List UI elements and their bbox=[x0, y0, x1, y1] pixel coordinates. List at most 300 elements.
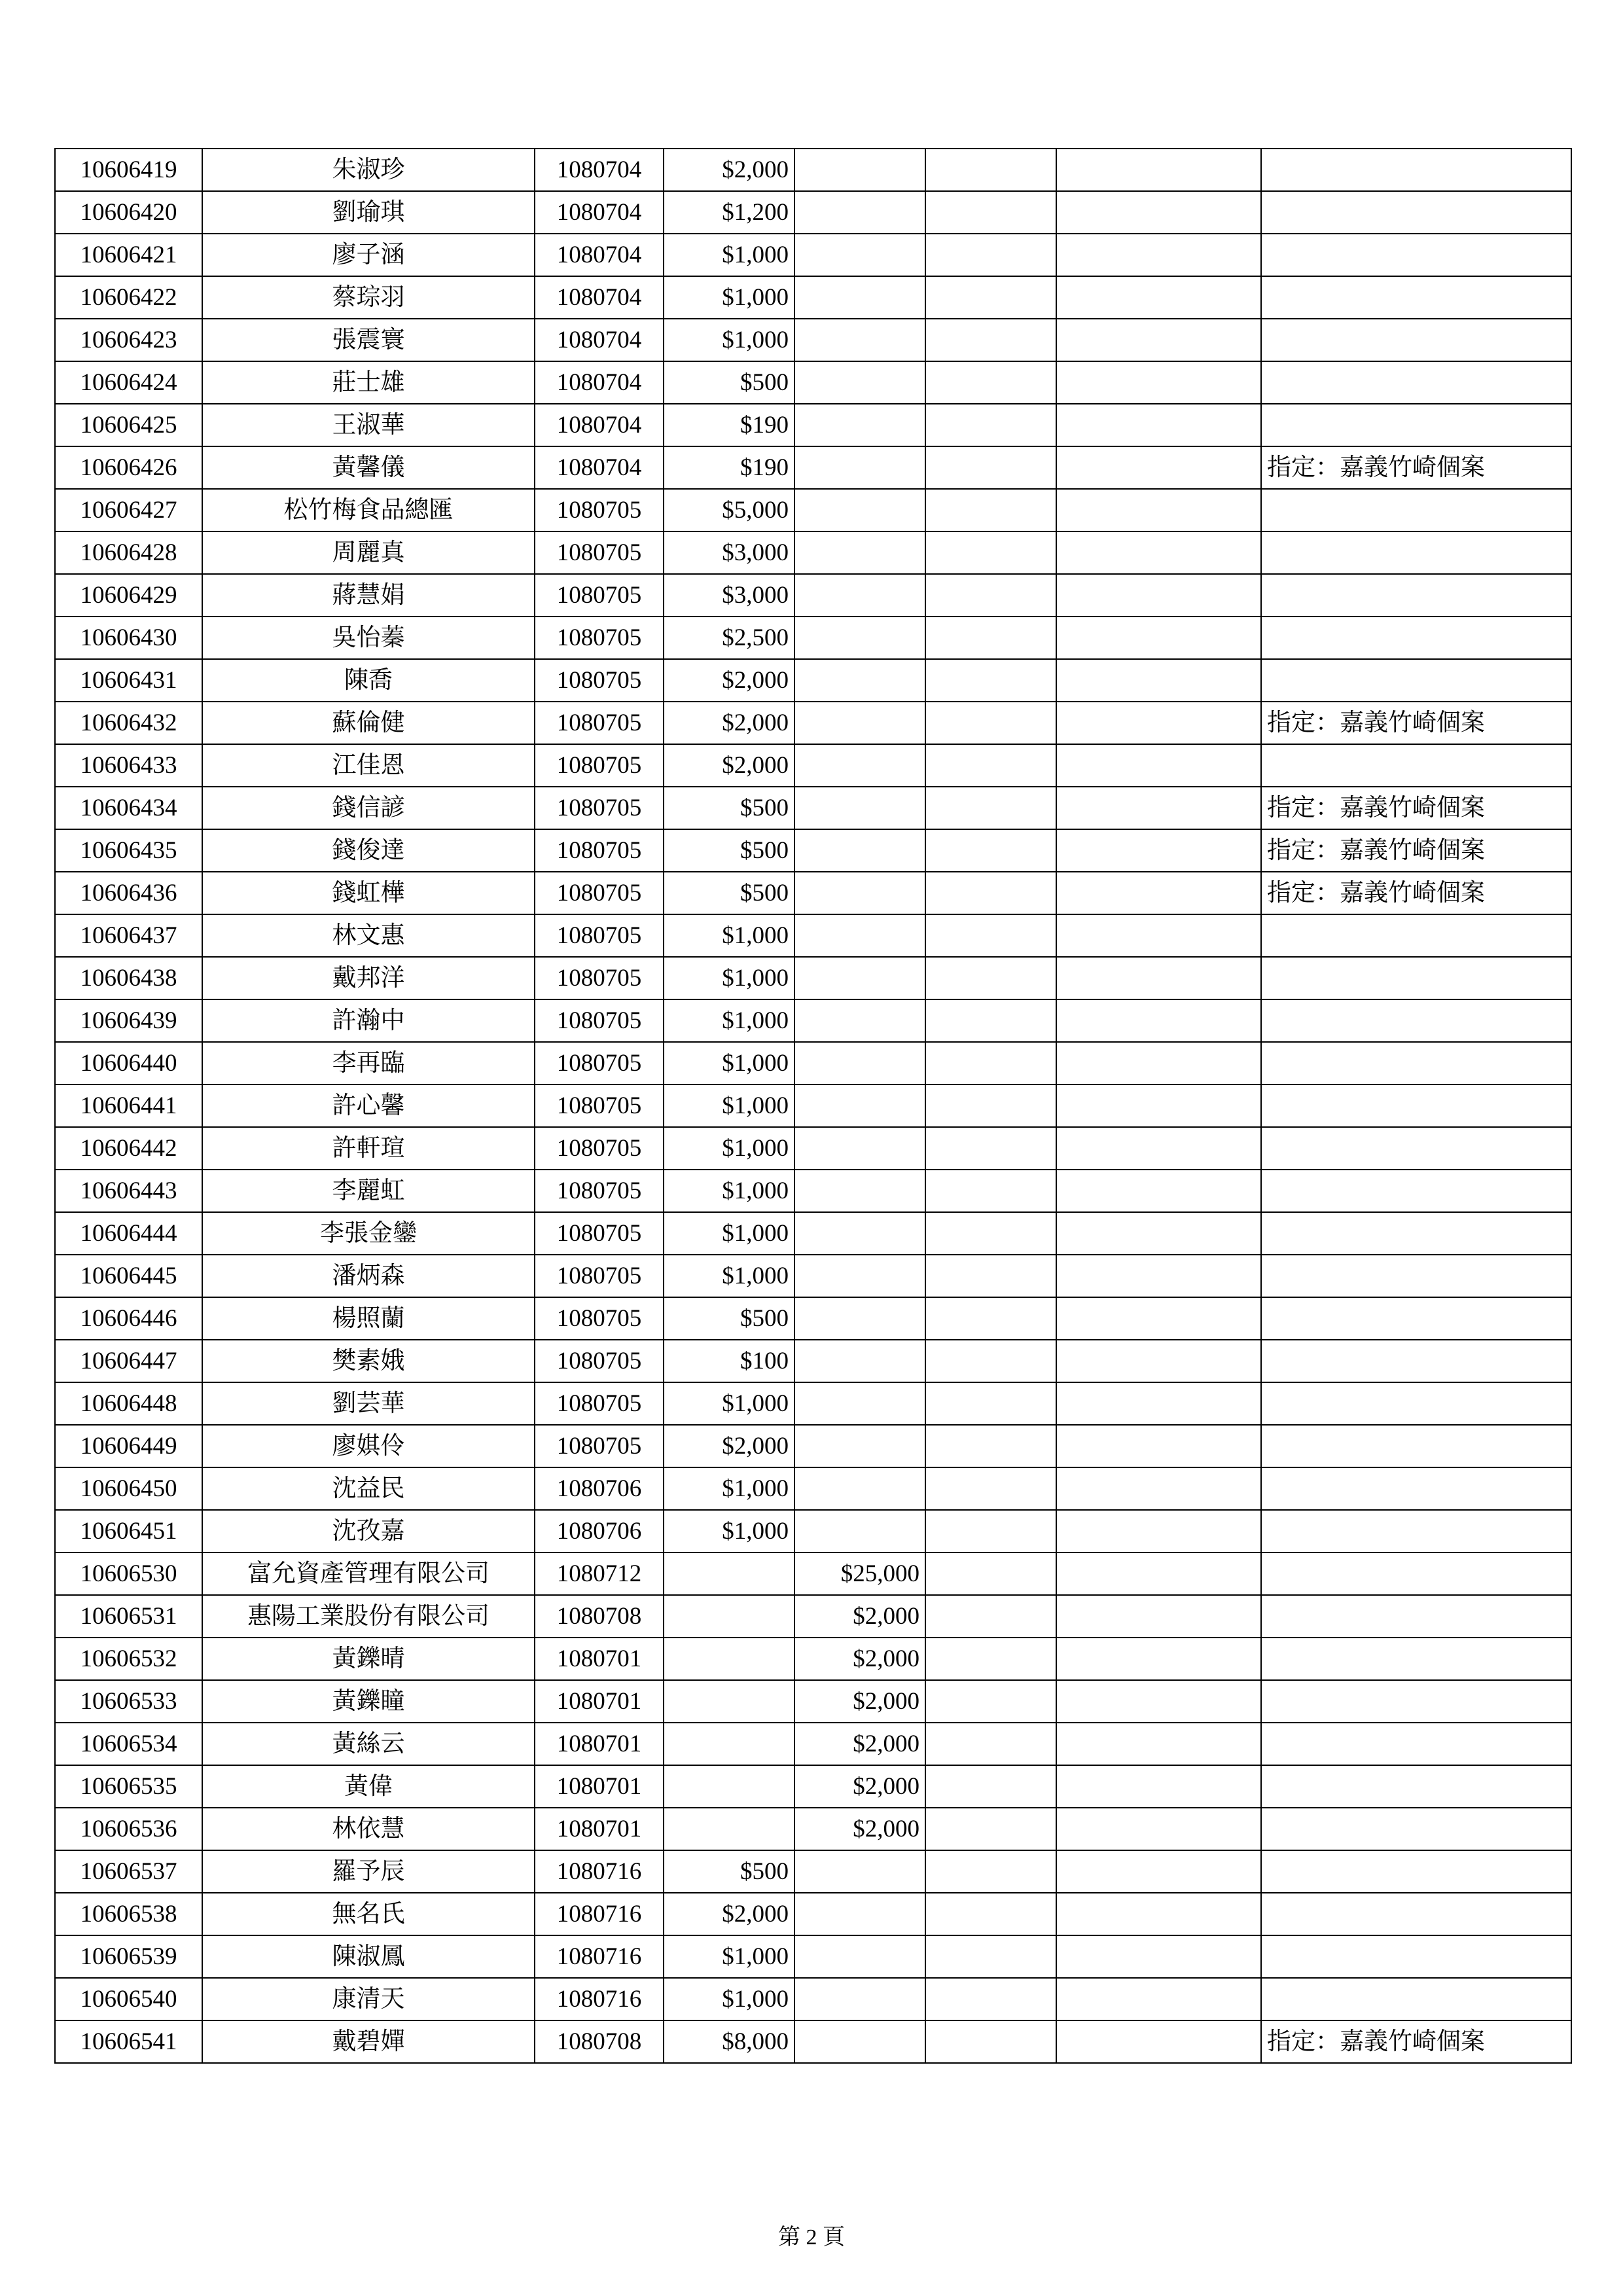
empty-cell bbox=[925, 914, 1056, 957]
amount-cell: $1,000 bbox=[664, 319, 794, 361]
empty-cell bbox=[1056, 574, 1261, 617]
donation-date-cell: 1080701 bbox=[535, 1765, 664, 1808]
amount-alt-cell bbox=[794, 1255, 925, 1297]
donation-date-cell: 1080706 bbox=[535, 1467, 664, 1510]
note-cell bbox=[1261, 1638, 1571, 1680]
note-cell bbox=[1261, 531, 1571, 574]
donation-date-cell: 1080704 bbox=[535, 276, 664, 319]
amount-alt-cell bbox=[794, 149, 925, 191]
note-cell bbox=[1261, 1340, 1571, 1382]
empty-cell bbox=[925, 361, 1056, 404]
amount-alt-cell bbox=[794, 1085, 925, 1127]
donor-name-cell: 無名氏 bbox=[202, 1893, 535, 1935]
amount-cell: $2,000 bbox=[664, 659, 794, 702]
table-row bbox=[55, 489, 1571, 531]
empty-cell bbox=[1056, 702, 1261, 744]
amount-cell bbox=[664, 1765, 794, 1808]
empty-cell bbox=[1056, 1808, 1261, 1850]
donor-name-cell: 錢信諺 bbox=[202, 787, 535, 829]
amount-cell: $500 bbox=[664, 1297, 794, 1340]
table-row bbox=[55, 1510, 1571, 1552]
amount-cell: $1,000 bbox=[664, 1212, 794, 1255]
amount-alt-cell bbox=[794, 1382, 925, 1425]
table-row bbox=[55, 1638, 1571, 1680]
empty-cell bbox=[1056, 1552, 1261, 1595]
amount-alt-cell bbox=[794, 999, 925, 1042]
donation-date-cell: 1080705 bbox=[535, 1382, 664, 1425]
note-cell bbox=[1261, 1467, 1571, 1510]
donation-date-cell: 1080706 bbox=[535, 1510, 664, 1552]
empty-cell bbox=[925, 1042, 1056, 1085]
note-cell bbox=[1261, 1680, 1571, 1723]
donation-date-cell: 1080705 bbox=[535, 1127, 664, 1170]
receipt-number-cell: 10606536 bbox=[55, 1808, 202, 1850]
table-row bbox=[55, 149, 1571, 191]
donor-name-cell: 潘炳森 bbox=[202, 1255, 535, 1297]
amount-alt-cell bbox=[794, 829, 925, 872]
note-cell: 指定：嘉義竹崎個案 bbox=[1261, 829, 1571, 872]
empty-cell bbox=[925, 829, 1056, 872]
note-cell bbox=[1261, 1085, 1571, 1127]
note-cell bbox=[1261, 1510, 1571, 1552]
amount-alt-cell bbox=[794, 574, 925, 617]
amount-alt-cell bbox=[794, 1425, 925, 1467]
table-row bbox=[55, 1425, 1571, 1467]
donation-date-cell: 1080704 bbox=[535, 191, 664, 234]
table-row bbox=[55, 319, 1571, 361]
donor-name-cell: 黃絲云 bbox=[202, 1723, 535, 1765]
table-row bbox=[55, 1978, 1571, 2020]
donor-name-cell: 黃鑠瞳 bbox=[202, 1680, 535, 1723]
donor-name-cell: 莊士雄 bbox=[202, 361, 535, 404]
amount-cell: $8,000 bbox=[664, 2020, 794, 2063]
table-row bbox=[55, 1765, 1571, 1808]
amount-alt-cell bbox=[794, 1127, 925, 1170]
table-row bbox=[55, 914, 1571, 957]
amount-alt-cell bbox=[794, 489, 925, 531]
donation-date-cell: 1080708 bbox=[535, 2020, 664, 2063]
donor-name-cell: 康清天 bbox=[202, 1978, 535, 2020]
amount-cell: $500 bbox=[664, 787, 794, 829]
amount-cell: $1,000 bbox=[664, 276, 794, 319]
amount-alt-cell bbox=[794, 191, 925, 234]
table-row bbox=[55, 276, 1571, 319]
table-row bbox=[55, 1935, 1571, 1978]
amount-cell: $1,000 bbox=[664, 1127, 794, 1170]
note-cell bbox=[1261, 489, 1571, 531]
donation-date-cell: 1080704 bbox=[535, 446, 664, 489]
empty-cell bbox=[925, 744, 1056, 787]
donation-date-cell: 1080705 bbox=[535, 489, 664, 531]
receipt-number-cell: 10606443 bbox=[55, 1170, 202, 1212]
donor-name-cell: 楊照蘭 bbox=[202, 1297, 535, 1340]
note-cell bbox=[1261, 574, 1571, 617]
amount-alt-cell bbox=[794, 1510, 925, 1552]
amount-alt-cell bbox=[794, 872, 925, 914]
empty-cell bbox=[925, 872, 1056, 914]
empty-cell bbox=[1056, 1595, 1261, 1638]
receipt-number-cell: 10606435 bbox=[55, 829, 202, 872]
donor-name-cell: 黃偉 bbox=[202, 1765, 535, 1808]
amount-cell bbox=[664, 1680, 794, 1723]
table-row bbox=[55, 1042, 1571, 1085]
empty-cell bbox=[1056, 1638, 1261, 1680]
empty-cell bbox=[925, 1680, 1056, 1723]
empty-cell bbox=[1056, 1893, 1261, 1935]
donation-ledger-table bbox=[54, 148, 1572, 2064]
donor-name-cell: 朱淑珍 bbox=[202, 149, 535, 191]
empty-cell bbox=[925, 659, 1056, 702]
donor-name-cell: 林依慧 bbox=[202, 1808, 535, 1850]
empty-cell bbox=[925, 2020, 1056, 2063]
empty-cell bbox=[1056, 1978, 1261, 2020]
receipt-number-cell: 10606541 bbox=[55, 2020, 202, 2063]
donation-date-cell: 1080708 bbox=[535, 1595, 664, 1638]
receipt-number-cell: 10606540 bbox=[55, 1978, 202, 2020]
amount-alt-cell bbox=[794, 276, 925, 319]
amount-cell bbox=[664, 1723, 794, 1765]
amount-cell: $1,000 bbox=[664, 1510, 794, 1552]
note-cell: 指定：嘉義竹崎個案 bbox=[1261, 872, 1571, 914]
donor-name-cell: 王淑華 bbox=[202, 404, 535, 446]
empty-cell bbox=[925, 1467, 1056, 1510]
note-cell bbox=[1261, 1212, 1571, 1255]
empty-cell bbox=[1056, 1085, 1261, 1127]
empty-cell bbox=[925, 1552, 1056, 1595]
table-row bbox=[55, 702, 1571, 744]
note-cell bbox=[1261, 1935, 1571, 1978]
table-row bbox=[55, 617, 1571, 659]
empty-cell bbox=[1056, 999, 1261, 1042]
empty-cell bbox=[1056, 2020, 1261, 2063]
amount-cell: $1,200 bbox=[664, 191, 794, 234]
empty-cell bbox=[925, 1595, 1056, 1638]
note-cell bbox=[1261, 191, 1571, 234]
amount-cell: $3,000 bbox=[664, 574, 794, 617]
empty-cell bbox=[1056, 1340, 1261, 1382]
donation-date-cell: 1080705 bbox=[535, 1255, 664, 1297]
amount-cell: $500 bbox=[664, 1850, 794, 1893]
note-cell bbox=[1261, 1170, 1571, 1212]
amount-alt-cell bbox=[794, 2020, 925, 2063]
note-cell bbox=[1261, 1042, 1571, 1085]
receipt-number-cell: 10606539 bbox=[55, 1935, 202, 1978]
table-row bbox=[55, 1340, 1571, 1382]
amount-cell: $1,000 bbox=[664, 234, 794, 276]
amount-alt-cell bbox=[794, 1935, 925, 1978]
amount-alt-cell bbox=[794, 787, 925, 829]
empty-cell bbox=[925, 1850, 1056, 1893]
donor-name-cell: 羅予辰 bbox=[202, 1850, 535, 1893]
amount-cell bbox=[664, 1552, 794, 1595]
donation-date-cell: 1080705 bbox=[535, 1042, 664, 1085]
table-row bbox=[55, 787, 1571, 829]
donation-date-cell: 1080705 bbox=[535, 999, 664, 1042]
empty-cell bbox=[1056, 1042, 1261, 1085]
donor-name-cell: 黃馨儀 bbox=[202, 446, 535, 489]
donation-date-cell: 1080705 bbox=[535, 1425, 664, 1467]
table-row bbox=[55, 1850, 1571, 1893]
note-cell: 指定：嘉義竹崎個案 bbox=[1261, 787, 1571, 829]
empty-cell bbox=[1056, 1723, 1261, 1765]
donation-date-cell: 1080704 bbox=[535, 361, 664, 404]
amount-alt-cell bbox=[794, 1467, 925, 1510]
donation-date-cell: 1080705 bbox=[535, 1340, 664, 1382]
donor-name-cell: 李張金鑾 bbox=[202, 1212, 535, 1255]
donor-name-cell: 錢虹樺 bbox=[202, 872, 535, 914]
ledger-body bbox=[55, 149, 1571, 2063]
table-row bbox=[55, 957, 1571, 999]
table-row bbox=[55, 404, 1571, 446]
receipt-number-cell: 10606538 bbox=[55, 1893, 202, 1935]
table-row bbox=[55, 872, 1571, 914]
empty-cell bbox=[925, 1297, 1056, 1340]
empty-cell bbox=[1056, 1467, 1261, 1510]
empty-cell bbox=[925, 1212, 1056, 1255]
donation-date-cell: 1080704 bbox=[535, 234, 664, 276]
table-row bbox=[55, 1170, 1571, 1212]
donor-name-cell: 周麗真 bbox=[202, 531, 535, 574]
receipt-number-cell: 10606442 bbox=[55, 1127, 202, 1170]
donor-name-cell: 李再臨 bbox=[202, 1042, 535, 1085]
receipt-number-cell: 10606450 bbox=[55, 1467, 202, 1510]
donor-name-cell: 松竹梅食品總匯 bbox=[202, 489, 535, 531]
amount-alt-cell bbox=[794, 319, 925, 361]
empty-cell bbox=[1056, 787, 1261, 829]
empty-cell bbox=[1056, 234, 1261, 276]
table-row bbox=[55, 234, 1571, 276]
receipt-number-cell: 10606445 bbox=[55, 1255, 202, 1297]
note-cell bbox=[1261, 1425, 1571, 1467]
receipt-number-cell: 10606537 bbox=[55, 1850, 202, 1893]
donor-name-cell: 沈益民 bbox=[202, 1467, 535, 1510]
empty-cell bbox=[925, 787, 1056, 829]
receipt-number-cell: 10606437 bbox=[55, 914, 202, 957]
receipt-number-cell: 10606449 bbox=[55, 1425, 202, 1467]
amount-cell: $2,000 bbox=[664, 1425, 794, 1467]
empty-cell bbox=[925, 1170, 1056, 1212]
amount-cell: $2,000 bbox=[664, 744, 794, 787]
receipt-number-cell: 10606425 bbox=[55, 404, 202, 446]
donor-name-cell: 許軒瑄 bbox=[202, 1127, 535, 1170]
receipt-number-cell: 10606429 bbox=[55, 574, 202, 617]
amount-alt-cell bbox=[794, 659, 925, 702]
amount-cell: $100 bbox=[664, 1340, 794, 1382]
amount-cell: $2,000 bbox=[664, 702, 794, 744]
note-cell bbox=[1261, 914, 1571, 957]
amount-cell: $5,000 bbox=[664, 489, 794, 531]
empty-cell bbox=[1056, 659, 1261, 702]
receipt-number-cell: 10606446 bbox=[55, 1297, 202, 1340]
amount-cell: $1,000 bbox=[664, 999, 794, 1042]
receipt-number-cell: 10606423 bbox=[55, 319, 202, 361]
table-row bbox=[55, 1467, 1571, 1510]
receipt-number-cell: 10606447 bbox=[55, 1340, 202, 1382]
empty-cell bbox=[1056, 1255, 1261, 1297]
empty-cell bbox=[1056, 489, 1261, 531]
donation-date-cell: 1080705 bbox=[535, 914, 664, 957]
note-cell bbox=[1261, 1850, 1571, 1893]
donation-date-cell: 1080701 bbox=[535, 1808, 664, 1850]
donation-date-cell: 1080701 bbox=[535, 1680, 664, 1723]
amount-cell: $1,000 bbox=[664, 1085, 794, 1127]
table-row bbox=[55, 531, 1571, 574]
amount-cell: $1,000 bbox=[664, 1170, 794, 1212]
donation-date-cell: 1080705 bbox=[535, 659, 664, 702]
empty-cell bbox=[1056, 1765, 1261, 1808]
empty-cell bbox=[925, 1127, 1056, 1170]
note-cell bbox=[1261, 149, 1571, 191]
note-cell bbox=[1261, 276, 1571, 319]
donor-name-cell: 戴邦洋 bbox=[202, 957, 535, 999]
donation-date-cell: 1080705 bbox=[535, 702, 664, 744]
amount-alt-cell bbox=[794, 617, 925, 659]
table-row bbox=[55, 2020, 1571, 2063]
amount-cell: $3,000 bbox=[664, 531, 794, 574]
receipt-number-cell: 10606530 bbox=[55, 1552, 202, 1595]
donation-date-cell: 1080705 bbox=[535, 574, 664, 617]
empty-cell bbox=[925, 276, 1056, 319]
empty-cell bbox=[925, 957, 1056, 999]
donor-name-cell: 蘇倫健 bbox=[202, 702, 535, 744]
note-cell bbox=[1261, 1255, 1571, 1297]
amount-cell: $1,000 bbox=[664, 914, 794, 957]
receipt-number-cell: 10606531 bbox=[55, 1595, 202, 1638]
note-cell bbox=[1261, 617, 1571, 659]
note-cell bbox=[1261, 1382, 1571, 1425]
donor-name-cell: 劉瑜琪 bbox=[202, 191, 535, 234]
receipt-number-cell: 10606419 bbox=[55, 149, 202, 191]
page-number: 第 2 頁 bbox=[778, 2225, 845, 2250]
amount-alt-cell bbox=[794, 361, 925, 404]
amount-cell: $500 bbox=[664, 361, 794, 404]
amount-alt-cell: $2,000 bbox=[794, 1680, 925, 1723]
donation-date-cell: 1080705 bbox=[535, 829, 664, 872]
donor-name-cell: 黃鑠晴 bbox=[202, 1638, 535, 1680]
amount-cell: $500 bbox=[664, 872, 794, 914]
empty-cell bbox=[925, 1765, 1056, 1808]
receipt-number-cell: 10606440 bbox=[55, 1042, 202, 1085]
note-cell bbox=[1261, 957, 1571, 999]
empty-cell bbox=[1056, 149, 1261, 191]
donation-date-cell: 1080705 bbox=[535, 872, 664, 914]
receipt-number-cell: 10606535 bbox=[55, 1765, 202, 1808]
empty-cell bbox=[925, 1978, 1056, 2020]
amount-cell: $1,000 bbox=[664, 1042, 794, 1085]
empty-cell bbox=[1056, 1170, 1261, 1212]
receipt-number-cell: 10606433 bbox=[55, 744, 202, 787]
empty-cell bbox=[925, 999, 1056, 1042]
amount-alt-cell bbox=[794, 446, 925, 489]
amount-alt-cell bbox=[794, 531, 925, 574]
receipt-number-cell: 10606533 bbox=[55, 1680, 202, 1723]
amount-alt-cell bbox=[794, 404, 925, 446]
receipt-number-cell: 10606448 bbox=[55, 1382, 202, 1425]
note-cell bbox=[1261, 999, 1571, 1042]
empty-cell bbox=[925, 191, 1056, 234]
donor-name-cell: 李麗虹 bbox=[202, 1170, 535, 1212]
donor-name-cell: 戴碧嬋 bbox=[202, 2020, 535, 2063]
donor-name-cell: 吳怡蓁 bbox=[202, 617, 535, 659]
amount-cell bbox=[664, 1595, 794, 1638]
table-row bbox=[55, 1723, 1571, 1765]
empty-cell bbox=[1056, 914, 1261, 957]
note-cell bbox=[1261, 361, 1571, 404]
table-row bbox=[55, 1127, 1571, 1170]
note-cell bbox=[1261, 404, 1571, 446]
table-row bbox=[55, 574, 1571, 617]
note-cell: 指定：嘉義竹崎個案 bbox=[1261, 446, 1571, 489]
amount-alt-cell bbox=[794, 957, 925, 999]
empty-cell bbox=[1056, 1212, 1261, 1255]
note-cell bbox=[1261, 1297, 1571, 1340]
receipt-number-cell: 10606427 bbox=[55, 489, 202, 531]
amount-alt-cell bbox=[794, 1297, 925, 1340]
receipt-number-cell: 10606421 bbox=[55, 234, 202, 276]
table-row bbox=[55, 1552, 1571, 1595]
donor-name-cell: 樊素娥 bbox=[202, 1340, 535, 1382]
table-row bbox=[55, 829, 1571, 872]
empty-cell bbox=[1056, 957, 1261, 999]
empty-cell bbox=[925, 1340, 1056, 1382]
table-row bbox=[55, 659, 1571, 702]
donor-name-cell: 劉芸華 bbox=[202, 1382, 535, 1425]
empty-cell bbox=[925, 1808, 1056, 1850]
donation-date-cell: 1080705 bbox=[535, 1297, 664, 1340]
donation-date-cell: 1080716 bbox=[535, 1935, 664, 1978]
amount-cell: $1,000 bbox=[664, 957, 794, 999]
donor-name-cell: 林文惠 bbox=[202, 914, 535, 957]
empty-cell bbox=[1056, 361, 1261, 404]
empty-cell bbox=[925, 1638, 1056, 1680]
receipt-number-cell: 10606444 bbox=[55, 1212, 202, 1255]
amount-cell: $1,000 bbox=[664, 1467, 794, 1510]
note-cell bbox=[1261, 659, 1571, 702]
amount-alt-cell bbox=[794, 744, 925, 787]
note-cell: 指定：嘉義竹崎個案 bbox=[1261, 2020, 1571, 2063]
receipt-number-cell: 10606430 bbox=[55, 617, 202, 659]
amount-cell: $190 bbox=[664, 446, 794, 489]
empty-cell bbox=[1056, 1510, 1261, 1552]
donor-name-cell: 沈孜嘉 bbox=[202, 1510, 535, 1552]
empty-cell bbox=[925, 574, 1056, 617]
receipt-number-cell: 10606422 bbox=[55, 276, 202, 319]
note-cell bbox=[1261, 1595, 1571, 1638]
note-cell bbox=[1261, 1723, 1571, 1765]
donor-name-cell: 蔡琮羽 bbox=[202, 276, 535, 319]
receipt-number-cell: 10606432 bbox=[55, 702, 202, 744]
donation-date-cell: 1080705 bbox=[535, 1170, 664, 1212]
receipt-number-cell: 10606441 bbox=[55, 1085, 202, 1127]
amount-cell: $1,000 bbox=[664, 1935, 794, 1978]
receipt-number-cell: 10606439 bbox=[55, 999, 202, 1042]
empty-cell bbox=[925, 1893, 1056, 1935]
empty-cell bbox=[1056, 191, 1261, 234]
empty-cell bbox=[925, 1510, 1056, 1552]
donor-name-cell: 蔣慧娟 bbox=[202, 574, 535, 617]
receipt-number-cell: 10606438 bbox=[55, 957, 202, 999]
donation-date-cell: 1080705 bbox=[535, 531, 664, 574]
note-cell bbox=[1261, 744, 1571, 787]
empty-cell bbox=[1056, 617, 1261, 659]
empty-cell bbox=[925, 702, 1056, 744]
table-row bbox=[55, 744, 1571, 787]
table-row bbox=[55, 1085, 1571, 1127]
amount-cell: $2,000 bbox=[664, 1893, 794, 1935]
donor-name-cell: 許心馨 bbox=[202, 1085, 535, 1127]
empty-cell bbox=[1056, 1127, 1261, 1170]
amount-cell: $2,000 bbox=[664, 149, 794, 191]
